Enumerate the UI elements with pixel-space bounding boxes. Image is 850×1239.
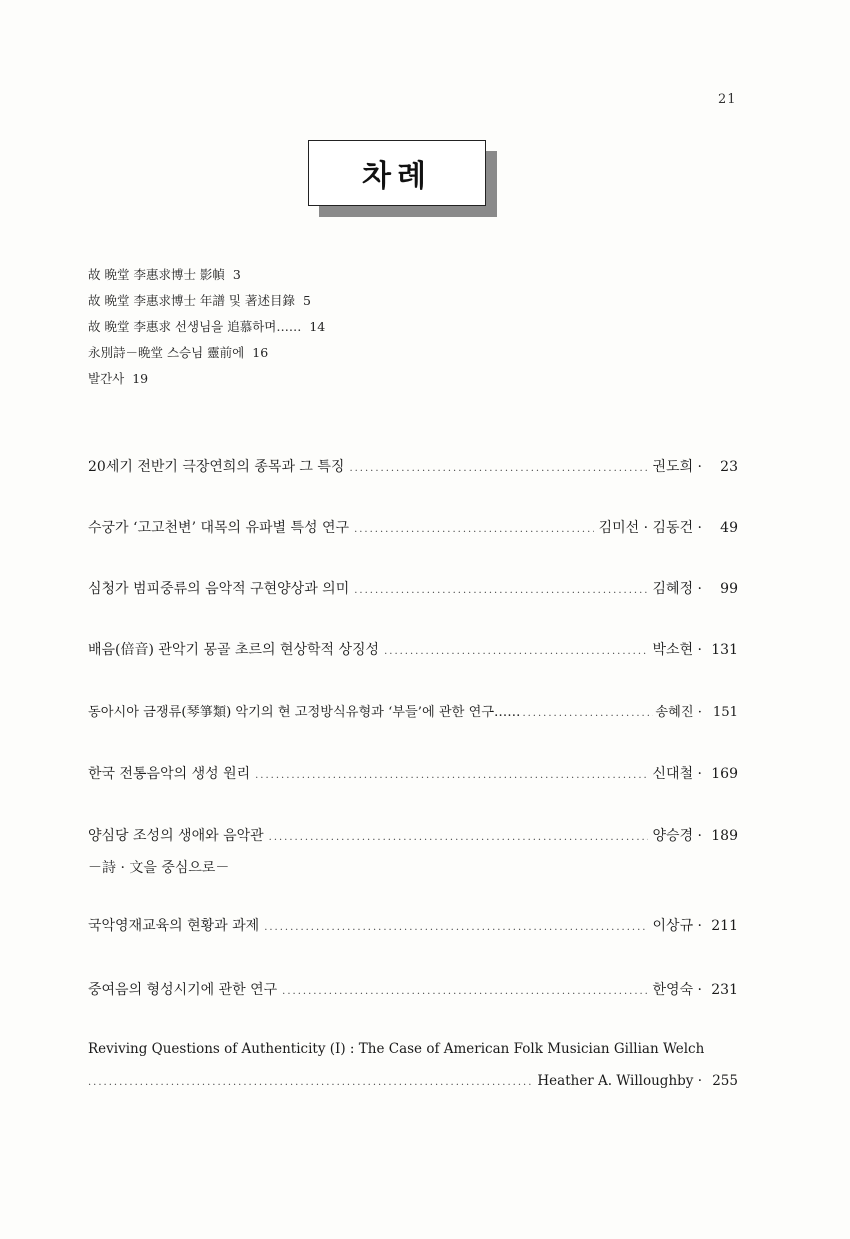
dot-leader bbox=[264, 922, 647, 933]
article-author: Heather A. Willoughby · bbox=[537, 1073, 702, 1089]
article-page: 23 bbox=[720, 459, 738, 475]
front-matter-item[interactable] bbox=[88, 314, 325, 340]
toc-entry[interactable] bbox=[88, 639, 738, 659]
front-matter-title: 故 晩堂 李惠求博士 影幀 bbox=[88, 267, 225, 282]
front-matter-title: 故 晩堂 李惠求博士 年譜 및 著述目錄 bbox=[88, 293, 295, 308]
toc-entry-english[interactable] bbox=[88, 1041, 738, 1089]
front-matter-page: 14 bbox=[309, 319, 326, 334]
article-title: 배음(倍音) 관악기 몽골 초르의 현상학적 상징성 bbox=[88, 642, 380, 658]
front-matter-item[interactable] bbox=[88, 288, 325, 314]
page-title: 차례 bbox=[362, 159, 432, 194]
article-page: 151 bbox=[712, 705, 738, 720]
dot-leader bbox=[354, 524, 594, 535]
article-title: 한국 전통음악의 생성 원리 bbox=[88, 766, 251, 782]
article-title: 20세기 전반기 극장연희의 종목과 그 특징 bbox=[88, 459, 345, 475]
article-page: 169 bbox=[711, 766, 738, 782]
article-page: 211 bbox=[711, 918, 738, 934]
toc-entry[interactable] bbox=[88, 825, 738, 877]
dot-leader bbox=[384, 646, 647, 657]
article-title: Reviving Questions of Authenticity (I) : The Case of American Folk Musician Gillian Welch bbox=[88, 1041, 705, 1057]
front-matter-page: 3 bbox=[232, 267, 241, 282]
article-author: 김미선 · 김동건 · bbox=[598, 520, 702, 536]
article-title: 동아시아 금쟁류(琴箏類) 악기의 현 고정방식유형과 ‘부들’에 관한 연구…… bbox=[88, 705, 521, 720]
article-author: 김혜정 · bbox=[652, 581, 702, 597]
dot-leader bbox=[349, 463, 647, 474]
front-matter-list bbox=[88, 262, 325, 392]
front-matter-title: 발간사 bbox=[88, 371, 125, 386]
toc-entry[interactable] bbox=[88, 517, 738, 537]
dot-leader bbox=[88, 1077, 532, 1088]
article-page: 49 bbox=[720, 520, 738, 536]
front-matter-page: 5 bbox=[302, 293, 311, 308]
article-author: 신대철 · bbox=[652, 766, 702, 782]
article-author: 송혜진 · bbox=[655, 705, 702, 720]
front-matter-item[interactable] bbox=[88, 340, 325, 366]
toc-entry[interactable] bbox=[88, 763, 738, 783]
article-page: 255 bbox=[712, 1073, 738, 1089]
article-author: 권도희 · bbox=[652, 459, 702, 475]
toc-title-box bbox=[308, 140, 486, 206]
toc-entry[interactable] bbox=[88, 915, 738, 935]
dot-leader bbox=[255, 770, 647, 781]
toc-entry[interactable] bbox=[88, 456, 738, 476]
article-title: 중여음의 형성시기에 관한 연구 bbox=[88, 982, 278, 998]
article-title: 양심당 조성의 생애와 음악관 bbox=[88, 828, 264, 844]
page-number: 21 bbox=[718, 92, 737, 107]
front-matter-item[interactable] bbox=[88, 366, 325, 392]
article-page: 189 bbox=[711, 828, 738, 844]
front-matter-title: 永別詩－晩堂 스승님 靈前에 bbox=[88, 345, 245, 360]
dot-leader bbox=[522, 708, 653, 719]
dot-leader bbox=[354, 585, 647, 596]
dot-leader bbox=[269, 832, 648, 843]
article-author: 한영숙 · bbox=[652, 982, 702, 998]
toc-entry[interactable] bbox=[88, 979, 738, 999]
toc-entry[interactable] bbox=[88, 578, 738, 598]
dot-leader bbox=[282, 986, 647, 997]
article-title: 수궁가 ‘고고천변’ 대목의 유파별 특성 연구 bbox=[88, 520, 350, 536]
article-author: 이상규 · bbox=[652, 918, 702, 934]
article-page: 131 bbox=[711, 642, 738, 658]
toc-entry[interactable] bbox=[88, 701, 738, 720]
article-author: 박소현 · bbox=[652, 642, 702, 658]
article-subtitle: －詩 · 文을 중심으로－ bbox=[88, 860, 230, 876]
article-author: 양승경 · bbox=[652, 828, 702, 844]
article-title: 국악영재교육의 현황과 과제 bbox=[88, 918, 260, 934]
article-page: 99 bbox=[720, 581, 738, 597]
article-title: 심청가 범피중류의 음악적 구현양상과 의미 bbox=[88, 581, 350, 597]
front-matter-page: 16 bbox=[252, 345, 269, 360]
article-page: 231 bbox=[711, 982, 738, 998]
front-matter-page: 19 bbox=[132, 371, 149, 386]
front-matter-item[interactable] bbox=[88, 262, 325, 288]
front-matter-title: 故 晩堂 李惠求 선생님을 追慕하며…… bbox=[88, 319, 302, 334]
